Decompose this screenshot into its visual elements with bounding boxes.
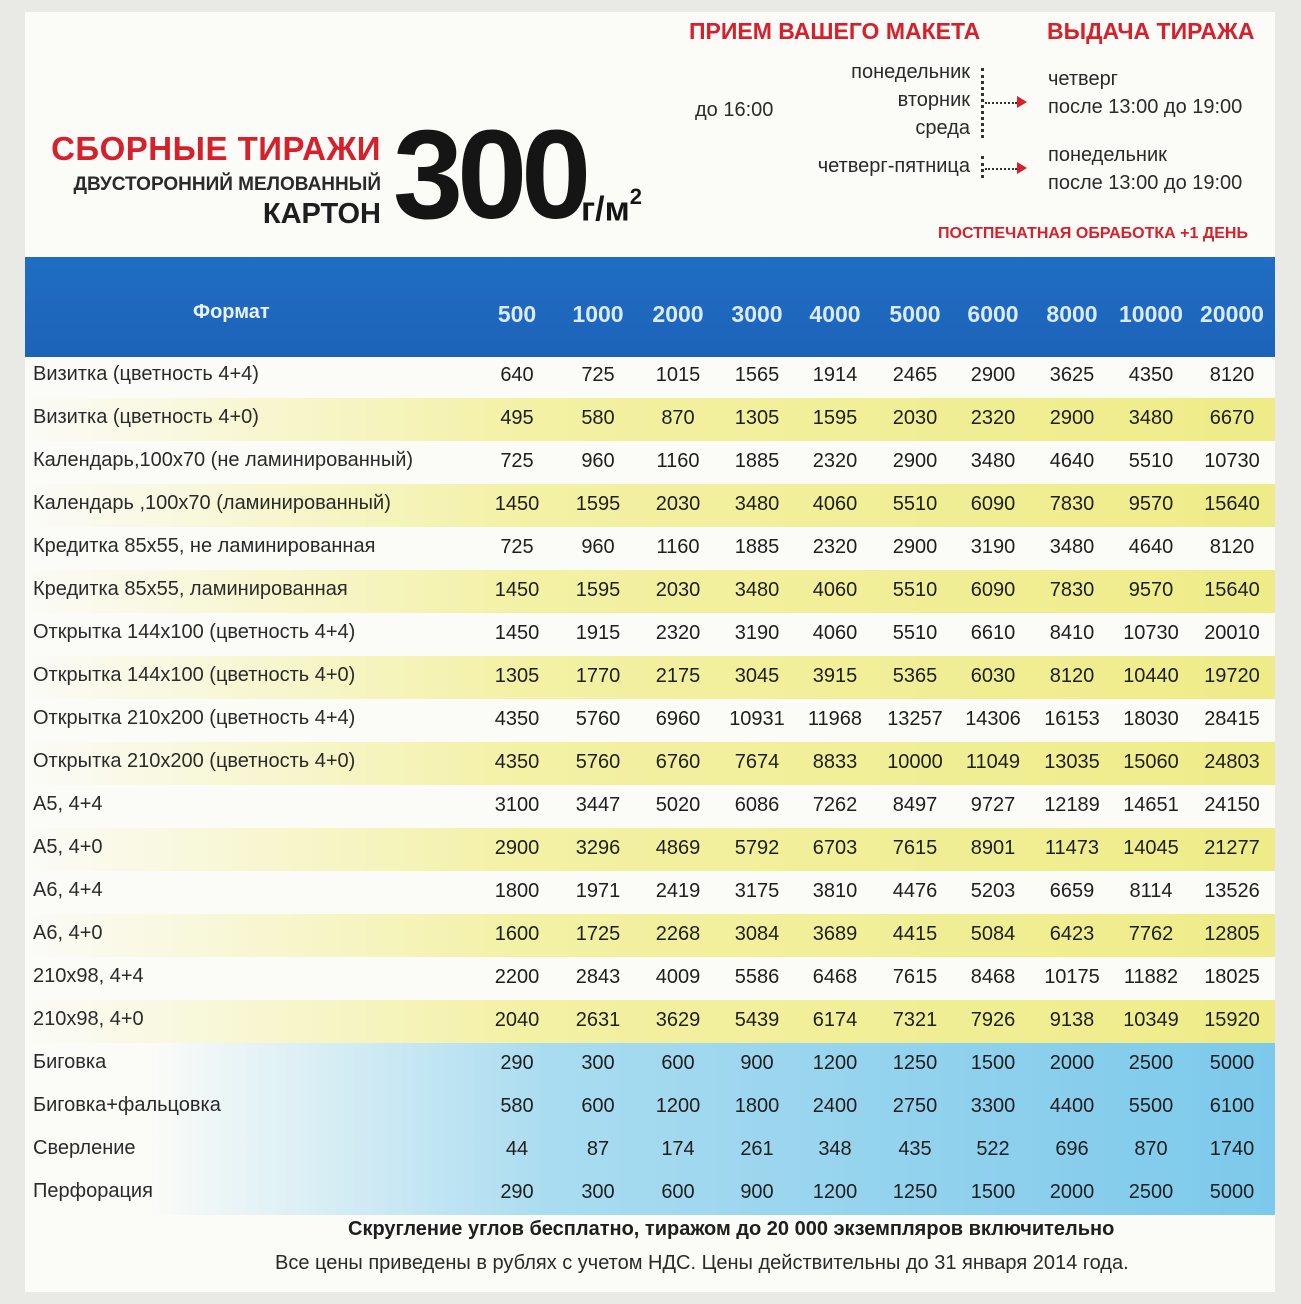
table-header [25,257,1275,357]
price-cell: 2030 [655,493,701,515]
price-cell: 10000 [887,751,943,773]
price-cell: 7262 [812,794,858,816]
price-cell: 15640 [1204,579,1260,601]
dotted-connector-group2 [985,168,1017,170]
price-cell: 4869 [655,837,701,859]
table-row [25,656,1275,699]
row-label: А6, 4+4 [33,879,103,901]
price-cell: 6174 [812,1009,858,1031]
price-cell: 1725 [575,923,621,945]
price-cell: 600 [581,1095,615,1117]
price-cell: 348 [818,1138,852,1160]
quantity-header: 8000 [1046,301,1098,327]
price-cell: 1740 [1209,1138,1255,1160]
issue-time-group2: после 13:00 до 19:00 [1048,172,1243,194]
price-cell: 6610 [970,622,1016,644]
price-cell: 261 [740,1138,774,1160]
price-cell: 5510 [892,622,938,644]
table-row [25,1086,1275,1129]
weight-unit-sup: 2 [629,184,643,209]
page-title: СБОРНЫЕ ТИРАЖИ [51,130,381,167]
table-row [25,484,1275,527]
row-label: Биговка [33,1051,107,1073]
price-cell: 2320 [812,536,858,558]
deadline-time: до 16:00 [695,99,774,121]
issue-time-group1: после 13:00 до 19:00 [1048,96,1243,118]
price-cell: 10349 [1123,1009,1179,1031]
price-cell: 300 [581,1181,615,1203]
price-cell: 12189 [1044,794,1100,816]
price-cell: 5760 [575,708,621,730]
price-cell: 1971 [575,880,621,902]
price-cell: 5365 [892,665,938,687]
price-cell: 8497 [892,794,938,816]
price-cell: 5760 [575,751,621,773]
price-cell: 3100 [494,794,540,816]
price-cell: 12805 [1204,923,1260,945]
price-cell: 3045 [734,665,780,687]
price-cell: 2900 [970,364,1016,386]
format-column-header: Формат [193,301,270,323]
row-label: Открытка 210х200 (цветность 4+4) [33,707,356,729]
table-row [25,613,1275,656]
table-row [25,527,1275,570]
price-cell: 87 [586,1138,610,1160]
price-cell: 4060 [812,622,858,644]
price-cell: 3915 [812,665,858,687]
table-row [25,398,1275,441]
footer-price-note: Все цены приведены в рублях с учетом НДС. Цены действительны до 31 января 2014 года. [275,1252,1129,1274]
price-cell: 5439 [734,1009,780,1031]
row-label: Перфорация [33,1180,153,1202]
price-cell: 1160 [656,450,700,472]
price-cell: 7762 [1128,923,1174,945]
price-cell: 1200 [655,1095,701,1117]
quantity-header: 2000 [652,301,704,327]
price-cell: 3625 [1049,364,1095,386]
price-cell: 9727 [970,794,1016,816]
price-cell: 7615 [892,837,938,859]
price-cell: 15060 [1123,751,1179,773]
post-processing-note: ПОСТПЕЧАТНАЯ ОБРАБОТКА +1 ДЕНЬ [938,225,1248,242]
price-cell: 3810 [812,880,858,902]
price-cell: 725 [500,536,534,558]
price-cell: 696 [1055,1138,1089,1160]
price-cell: 2030 [655,579,701,601]
table-row [25,742,1275,785]
price-cell: 8120 [1209,536,1255,558]
price-cell: 1500 [970,1181,1016,1203]
price-cell: 1770 [575,665,621,687]
price-cell: 900 [740,1052,774,1074]
price-cell: 2000 [1049,1181,1095,1203]
price-cell: 1450 [494,622,540,644]
receive-day-wednesday: среда [915,117,970,139]
price-cell: 2500 [1128,1052,1174,1074]
price-cell: 5203 [970,880,1016,902]
quantity-header: 4000 [809,301,861,327]
row-label: Кредитка 85х55, ламинированная [33,578,348,600]
price-cell: 4009 [655,966,701,988]
price-cell: 44 [505,1138,529,1160]
price-cell: 1305 [494,665,540,687]
price-cell: 2175 [655,665,701,687]
price-cell: 10730 [1123,622,1179,644]
price-cell: 1885 [734,536,780,558]
receive-day-monday: понедельник [851,61,970,83]
price-cell: 2900 [892,536,938,558]
price-cell: 18025 [1204,966,1260,988]
price-cell: 580 [500,1095,534,1117]
arrow-right-icon [1017,96,1027,108]
table-row [25,1043,1275,1086]
price-cell: 2631 [575,1009,621,1031]
price-cell: 7321 [892,1009,938,1031]
quantity-header: 6000 [967,301,1019,327]
row-label: Визитка (цветность 4+0) [33,406,259,428]
price-cell: 4060 [812,579,858,601]
price-cell: 7674 [734,751,780,773]
price-cell: 3296 [575,837,621,859]
price-cell: 3300 [970,1095,1016,1117]
price-cell: 1914 [812,364,858,386]
receive-days-group1 [805,58,970,142]
price-cell: 7830 [1049,493,1095,515]
material-subtitle: ДВУСТОРОННИЙ МЕЛОВАННЫЙ [73,174,381,195]
price-cell: 10730 [1204,450,1260,472]
price-cell: 11049 [965,751,1021,773]
price-cell: 4350 [494,708,540,730]
price-cell: 14306 [965,708,1021,730]
price-cell: 3689 [812,923,858,945]
row-label: А5, 4+4 [33,793,103,815]
issue-heading: ВЫДАЧА ТИРАЖА [1047,18,1255,44]
price-cell: 900 [740,1181,774,1203]
price-cell: 6468 [812,966,858,988]
price-cell: 19720 [1204,665,1260,687]
table-row [25,785,1275,828]
price-cell: 174 [661,1138,695,1160]
price-cell: 870 [661,407,695,429]
price-cell: 6100 [1209,1095,1255,1117]
price-cell: 290 [500,1052,534,1074]
price-cell: 4060 [812,493,858,515]
price-cell: 5792 [734,837,780,859]
price-cell: 2030 [892,407,938,429]
price-cell: 24803 [1204,751,1260,773]
price-cell: 3480 [1128,407,1174,429]
price-cell: 1915 [575,622,621,644]
material-subtitle-line2: КАРТОН [262,198,381,230]
row-label: Открытка 210х200 (цветность 4+0) [33,750,356,772]
price-cell: 5084 [970,923,1016,945]
price-cell: 2750 [892,1095,938,1117]
quantity-header: 20000 [1200,301,1264,327]
issue-group2 [1048,141,1242,197]
quantity-header: 500 [497,301,537,327]
row-label: Кредитка 85х55, не ламинированная [33,535,376,557]
price-cell: 2320 [655,622,701,644]
price-cell: 6086 [734,794,780,816]
price-cell: 4476 [892,880,938,902]
price-cell: 11882 [1123,966,1179,988]
price-cell: 3480 [734,493,780,515]
price-cell: 7615 [892,966,938,988]
price-cell: 1160 [656,536,700,558]
table-row [25,828,1275,871]
dotted-bracket-group1 [981,68,984,138]
price-cell: 6703 [812,837,858,859]
table-row [25,871,1275,914]
quantity-header: 5000 [889,301,941,327]
price-cell: 5586 [734,966,780,988]
table-row [25,441,1275,484]
price-cell: 2320 [970,407,1016,429]
issue-group1 [1048,65,1242,121]
price-cell: 21277 [1204,837,1260,859]
price-cell: 8120 [1209,364,1255,386]
price-cell: 725 [500,450,534,472]
row-label: А5, 4+0 [33,836,103,858]
price-cell: 6960 [655,708,701,730]
price-cell: 15920 [1204,1009,1260,1031]
price-cell: 5510 [892,493,938,515]
arrow-right-icon [1017,162,1027,174]
price-cell: 2000 [1049,1052,1095,1074]
price-cell: 960 [581,536,615,558]
price-cell: 5000 [1209,1052,1255,1074]
price-cell: 3447 [575,794,621,816]
receive-heading: ПРИЕМ ВАШЕГО МАКЕТА [689,18,981,44]
price-cell: 435 [898,1138,932,1160]
price-cell: 3480 [734,579,780,601]
price-cell: 1500 [970,1052,1016,1074]
price-cell: 5510 [1128,450,1174,472]
price-cell: 1305 [734,407,780,429]
price-cell: 11473 [1044,837,1100,859]
price-cell: 4350 [494,751,540,773]
price-cell: 3084 [734,923,780,945]
price-cell: 2900 [1049,407,1095,429]
row-label: Визитка (цветность 4+4) [33,363,259,385]
row-label: А6, 4+0 [33,922,103,944]
quantity-header: 1000 [572,301,624,327]
dotted-connector-group1 [985,102,1017,104]
quantity-header: 3000 [731,301,783,327]
price-cell: 4415 [892,923,938,945]
price-sheet [25,12,1275,1292]
price-cell: 3480 [1049,536,1095,558]
price-cell: 1450 [494,493,540,515]
row-label: Открытка 144х100 (цветность 4+0) [33,664,356,686]
price-cell: 5510 [892,579,938,601]
price-cell: 1595 [575,493,621,515]
price-cell: 1200 [812,1181,858,1203]
price-cell: 1595 [575,579,621,601]
row-label: Календарь,100х70 (не ламинированный) [33,449,414,471]
table-row [25,570,1275,613]
price-cell: 2200 [494,966,540,988]
price-cell: 6670 [1209,407,1255,429]
issue-day-monday: понедельник [1048,144,1167,166]
price-cell: 1200 [812,1052,858,1074]
price-cell: 9570 [1128,579,1174,601]
quantity-header: 10000 [1119,301,1183,327]
receive-day-tuesday: вторник [897,89,970,111]
price-cell: 14045 [1123,837,1179,859]
price-cell: 24150 [1204,794,1260,816]
table-row [25,355,1275,398]
price-cell: 6423 [1049,923,1095,945]
price-cell: 18030 [1123,708,1179,730]
price-cell: 1015 [655,364,701,386]
price-cell: 2843 [575,966,621,988]
price-cell: 725 [581,364,615,386]
price-cell: 2465 [892,364,938,386]
price-cell: 28415 [1204,708,1260,730]
row-label: Календарь ,100х70 (ламинированный) [33,492,391,514]
price-cell: 640 [500,364,534,386]
price-cell: 6030 [970,665,1016,687]
table-row [25,1000,1275,1043]
price-cell: 2500 [1128,1181,1174,1203]
price-cell: 13257 [887,708,943,730]
price-cell: 2040 [494,1009,540,1031]
price-cell: 10175 [1044,966,1100,988]
row-label: 210х98, 4+4 [33,965,144,987]
price-cell: 495 [500,407,534,429]
price-cell: 3629 [655,1009,701,1031]
price-cell: 522 [976,1138,1010,1160]
price-cell: 6760 [655,751,701,773]
price-cell: 9138 [1049,1009,1095,1031]
price-cell: 1450 [494,579,540,601]
price-cell: 8120 [1049,665,1095,687]
price-cell: 600 [661,1052,695,1074]
price-cell: 6090 [970,493,1016,515]
price-cell: 2268 [655,923,701,945]
row-label: Открытка 144х100 (цветность 4+4) [33,621,356,643]
price-cell: 1250 [892,1052,938,1074]
price-cell: 600 [661,1181,695,1203]
price-cell: 3190 [734,622,780,644]
row-label: 210х98, 4+0 [33,1008,144,1030]
price-cell: 1800 [494,880,540,902]
price-cell: 2900 [892,450,938,472]
table-row [25,699,1275,742]
price-cell: 8833 [812,751,858,773]
row-label: Сверление [33,1137,136,1159]
price-cell: 2400 [812,1095,858,1117]
price-cell: 8901 [970,837,1016,859]
price-cell: 2900 [494,837,540,859]
table-row [25,1129,1275,1172]
table-row [25,914,1275,957]
price-cell: 7830 [1049,579,1095,601]
price-cell: 1595 [812,407,858,429]
weight-unit [581,184,643,229]
row-label: Биговка+фальцовка [33,1094,221,1116]
price-cell: 15640 [1204,493,1260,515]
price-cell: 8410 [1049,622,1095,644]
price-cell: 7926 [970,1009,1016,1031]
price-cell: 14651 [1123,794,1179,816]
price-cell: 9570 [1128,493,1174,515]
price-cell: 1885 [734,450,780,472]
price-cell: 3175 [734,880,780,902]
price-cell: 870 [1134,1138,1168,1160]
price-cell: 16153 [1044,708,1100,730]
price-cell: 10440 [1123,665,1179,687]
price-cell: 290 [500,1181,534,1203]
footer-rounding-note: Скругление углов бесплатно, тиражом до 20 000 экземпляров включительно [348,1218,1115,1240]
weight-unit-text: г/м [581,190,630,229]
price-cell: 8114 [1129,880,1173,902]
price-cell: 3480 [970,450,1016,472]
price-cell: 4640 [1049,450,1095,472]
price-cell: 1250 [892,1181,938,1203]
price-cell: 1600 [494,923,540,945]
price-cell: 5000 [1209,1181,1255,1203]
price-cell: 13526 [1204,880,1260,902]
price-cell: 6659 [1049,880,1095,902]
price-cell: 4400 [1049,1095,1095,1117]
price-cell: 13035 [1044,751,1100,773]
price-cell: 20010 [1204,622,1260,644]
price-cell: 2320 [812,450,858,472]
receive-days-group2: четверг-пятница [817,155,970,177]
price-cell: 10931 [729,708,785,730]
price-cell: 5020 [655,794,701,816]
issue-day-thursday: четверг [1048,68,1118,90]
price-cell: 8468 [970,966,1016,988]
price-cell: 5500 [1128,1095,1174,1117]
price-cell: 580 [581,407,615,429]
price-cell: 6090 [970,579,1016,601]
price-cell: 300 [581,1052,615,1074]
price-cell: 2419 [655,880,701,902]
price-cell: 3190 [970,536,1016,558]
price-cell: 960 [581,450,615,472]
table-row [25,1172,1275,1215]
price-cell: 4640 [1128,536,1174,558]
price-cell: 1800 [734,1095,780,1117]
dotted-bracket-group2 [981,156,984,178]
price-cell: 4350 [1128,364,1174,386]
price-cell: 1565 [734,364,780,386]
price-cell: 11968 [807,708,863,730]
table-row [25,957,1275,1000]
paper-weight: 300 [393,104,586,245]
